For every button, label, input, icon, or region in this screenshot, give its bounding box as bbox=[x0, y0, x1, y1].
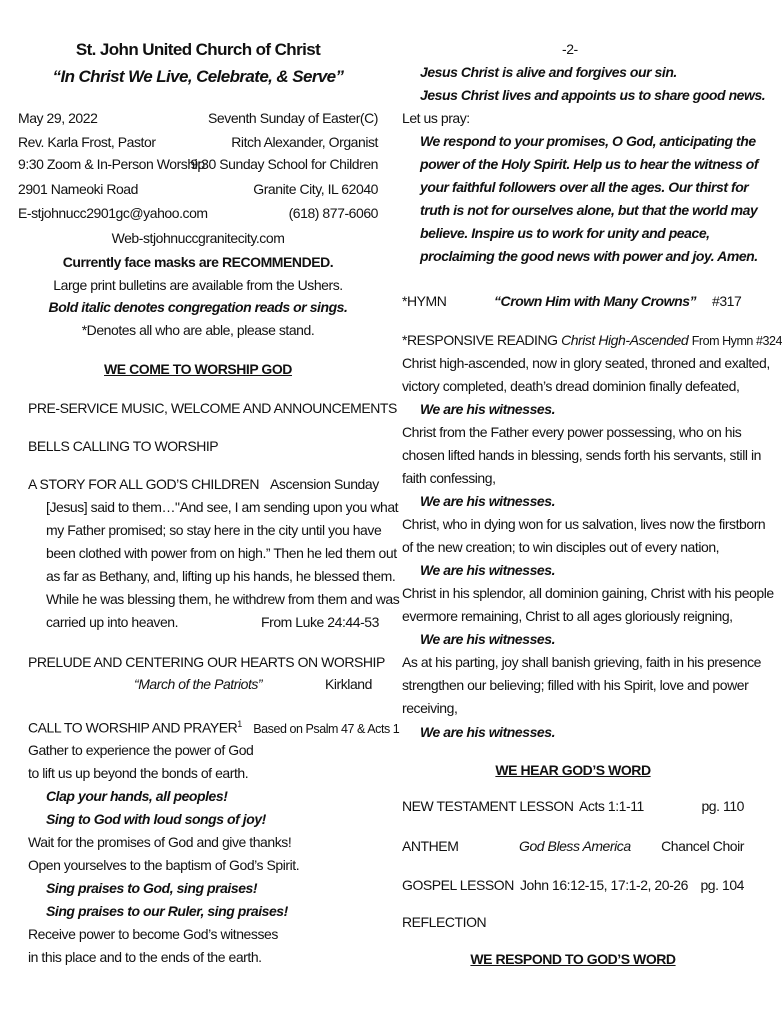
large-print-notice: Large print bulletins are available from the Ushers. bbox=[53, 277, 343, 293]
call-response: Jesus Christ lives and appoints us to share good news. bbox=[420, 87, 766, 103]
call-line: Wait for the promises of God and give thanks! bbox=[28, 834, 292, 850]
website: Web-stjohnuccgranitecity.com bbox=[111, 230, 285, 246]
story-reference: From Luke 24:44-53 bbox=[261, 614, 379, 630]
call-to-worship-title bbox=[28, 715, 399, 738]
city-address: Granite City, IL 62040 bbox=[253, 181, 378, 197]
reading-response: We are his witnesses. bbox=[420, 401, 556, 417]
story-title: A STORY FOR ALL GOD’S CHILDREN bbox=[28, 476, 260, 492]
mask-notice: Currently face masks are RECOMMENDED. bbox=[62, 254, 334, 270]
section-heading-respond: WE RESPOND TO GOD’S WORD bbox=[470, 951, 676, 967]
service-date: May 29, 2022 bbox=[18, 110, 98, 126]
prelude-item: PRELUDE AND CENTERING OUR HEARTS ON WORSHIP bbox=[28, 654, 385, 670]
liturgical-day: Seventh Sunday of Easter(C) bbox=[208, 110, 378, 126]
gospel-lesson-label: GOSPEL LESSON bbox=[402, 877, 514, 893]
bold-italic-note: Bold italic denotes congregation reads or sings. bbox=[48, 299, 348, 315]
call-response: Sing to God with loud songs of joy! bbox=[46, 811, 266, 827]
stand-note: *Denotes all who are able, please stand. bbox=[81, 322, 315, 338]
section-heading-word: WE HEAR GOD’S WORD bbox=[495, 762, 651, 778]
story-line: [Jesus] said to them…"And see, I am sending upon you what bbox=[46, 499, 399, 515]
church-motto: “In Christ We Live, Celebrate, & Serve” bbox=[52, 67, 344, 86]
reading-line: Christ high-ascended, now in glory seated, throned and exalted, bbox=[402, 355, 770, 371]
story-line: my Father promised; so stay here in the city until you have bbox=[46, 522, 382, 538]
nt-lesson-reference: Acts 1:1-11 bbox=[579, 798, 644, 814]
reading-line: strengthen our believing; filled with his Spirit, love and power bbox=[402, 677, 749, 693]
hymn-number: #317 bbox=[712, 293, 742, 309]
call-line: Receive power to become God’s witnesses bbox=[28, 926, 278, 942]
prayer-line: believe. Inspire us to work for unity and peace, bbox=[420, 225, 710, 241]
call-response: Sing praises to God, sing praises! bbox=[46, 880, 258, 896]
story-note: Ascension Sunday bbox=[270, 476, 379, 492]
worship-time: 9:30 Zoom & In-Person Worship bbox=[18, 156, 205, 172]
let-us-pray: Let us pray: bbox=[402, 110, 470, 126]
reading-response: We are his witnesses. bbox=[420, 724, 556, 740]
reading-source: From Hymn #324 bbox=[691, 334, 782, 348]
reading-line: victory completed, death’s dread dominion finally defeated, bbox=[402, 378, 740, 394]
call-response: Sing praises to our Ruler, sing praises! bbox=[46, 903, 288, 919]
phone-number: (618) 877-6060 bbox=[288, 205, 378, 221]
page-number: -2- bbox=[562, 41, 578, 57]
street-address: 2901 Nameoki Road bbox=[18, 181, 138, 197]
prelude-title: “March of the Patriots” bbox=[134, 676, 263, 692]
prayer-line: your faithful followers over all the ages. Our thirst for bbox=[420, 179, 749, 195]
reading-title: Christ High-Ascended bbox=[561, 332, 689, 348]
nt-lesson-label: NEW TESTAMENT LESSON bbox=[402, 798, 574, 814]
call-title-text: CALL TO WORSHIP AND PRAYER bbox=[28, 719, 238, 736]
bells-item: BELLS CALLING TO WORSHIP bbox=[28, 438, 219, 454]
call-source: Based on Psalm 47 & Acts 1 bbox=[253, 721, 400, 736]
hymn-title: “Crown Him with Many Crowns” bbox=[494, 293, 697, 309]
prayer-line: power of the Holy Spirit. Help us to hear the witness of bbox=[420, 156, 759, 172]
anthem-label: ANTHEM bbox=[402, 838, 459, 854]
reading-line: Christ from the Father every power possessing, who on his bbox=[402, 424, 742, 440]
call-line: to lift us up beyond the bonds of earth. bbox=[28, 765, 249, 781]
call-line: Gather to experience the power of God bbox=[28, 742, 254, 758]
prelude-composer: Kirkland bbox=[325, 676, 372, 692]
school-time: 9:30 Sunday School for Children bbox=[190, 156, 378, 172]
reading-line: evermore remaining, Christ to all ages gloriously reigning, bbox=[402, 608, 733, 624]
gospel-lesson-page: pg. 104 bbox=[700, 877, 744, 893]
reading-response: We are his witnesses. bbox=[420, 493, 556, 509]
nt-lesson-page: pg. 110 bbox=[701, 798, 744, 814]
gospel-lesson-reference: John 16:12-15, 17:1-2, 20-26 bbox=[520, 877, 688, 893]
footnote-marker: 1 bbox=[237, 719, 242, 729]
story-line: While he was blessing them, he withdrew from them and was bbox=[46, 591, 400, 607]
reading-line: Christ, who in dying won for us salvation, lives now the firstborn bbox=[402, 516, 766, 532]
call-response: Clap your hands, all peoples! bbox=[46, 788, 228, 804]
prayer-line: proclaiming the good news with power and joy. Amen. bbox=[420, 248, 758, 264]
reading-response: We are his witnesses. bbox=[420, 631, 556, 647]
call-line: Open yourselves to the baptism of God’s Spirit. bbox=[28, 857, 300, 873]
reading-line: As at his parting, joy shall banish grieving, faith in his presence bbox=[402, 654, 761, 670]
preservice-item: PRE-SERVICE MUSIC, WELCOME AND ANNOUNCEMENTS bbox=[28, 400, 397, 416]
organist-name: Ritch Alexander, Organist bbox=[231, 134, 378, 150]
story-line: carried up into heaven. bbox=[46, 614, 179, 630]
story-line: as far as Bethany, and, lifting up his hands, he blessed them. bbox=[46, 568, 396, 584]
anthem-performer: Chancel Choir bbox=[661, 838, 744, 854]
reading-line: chosen lifted hands in blessing, sends forth his servants, still in bbox=[402, 447, 761, 463]
call-line: in this place and to the ends of the earth. bbox=[28, 949, 262, 965]
church-name: St. John United Church of Christ bbox=[75, 40, 321, 59]
reading-label: *RESPONSIVE READING bbox=[402, 332, 558, 348]
section-heading-worship: WE COME TO WORSHIP GOD bbox=[104, 361, 292, 377]
hymn-label: *HYMN bbox=[402, 293, 447, 309]
prayer-line: truth is not for ourselves alone, but that the world may bbox=[420, 202, 758, 218]
email-address: E-stjohnucc2901gc@yahoo.com bbox=[18, 205, 208, 221]
reading-line: of the new creation; to win disciples out of every nation, bbox=[402, 539, 720, 555]
story-line: been clothed with power from on high.” Then he led them out bbox=[46, 545, 397, 561]
reading-line: receiving, bbox=[402, 700, 458, 716]
pastor-name: Rev. Karla Frost, Pastor bbox=[18, 134, 156, 150]
anthem-title: God Bless America bbox=[519, 838, 631, 854]
responsive-reading-heading bbox=[402, 331, 782, 350]
prayer-line: We respond to your promises, O God, anticipating the bbox=[420, 133, 756, 149]
reading-line: Christ in his splendor, all dominion gaining, Christ with his people bbox=[402, 585, 774, 601]
reading-line: faith confessing, bbox=[402, 470, 496, 486]
reflection-item: REFLECTION bbox=[402, 914, 487, 930]
reading-response: We are his witnesses. bbox=[420, 562, 556, 578]
call-response: Jesus Christ is alive and forgives our sin. bbox=[420, 64, 677, 80]
